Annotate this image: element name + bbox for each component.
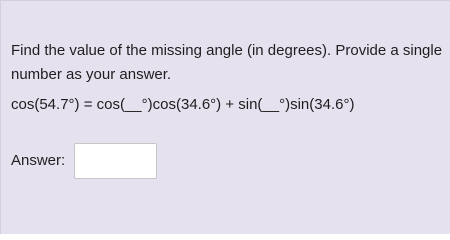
question-prompt: Find the value of the missing angle (in degrees). Provide a single number as your answer. bbox=[11, 42, 443, 83]
answer-input[interactable] bbox=[74, 143, 157, 179]
question-equation: cos(54.7°) = cos(__°)cos(34.6°) + sin(__°)sin(34.6°) bbox=[11, 96, 355, 113]
answer-label: Answer: bbox=[11, 152, 66, 169]
